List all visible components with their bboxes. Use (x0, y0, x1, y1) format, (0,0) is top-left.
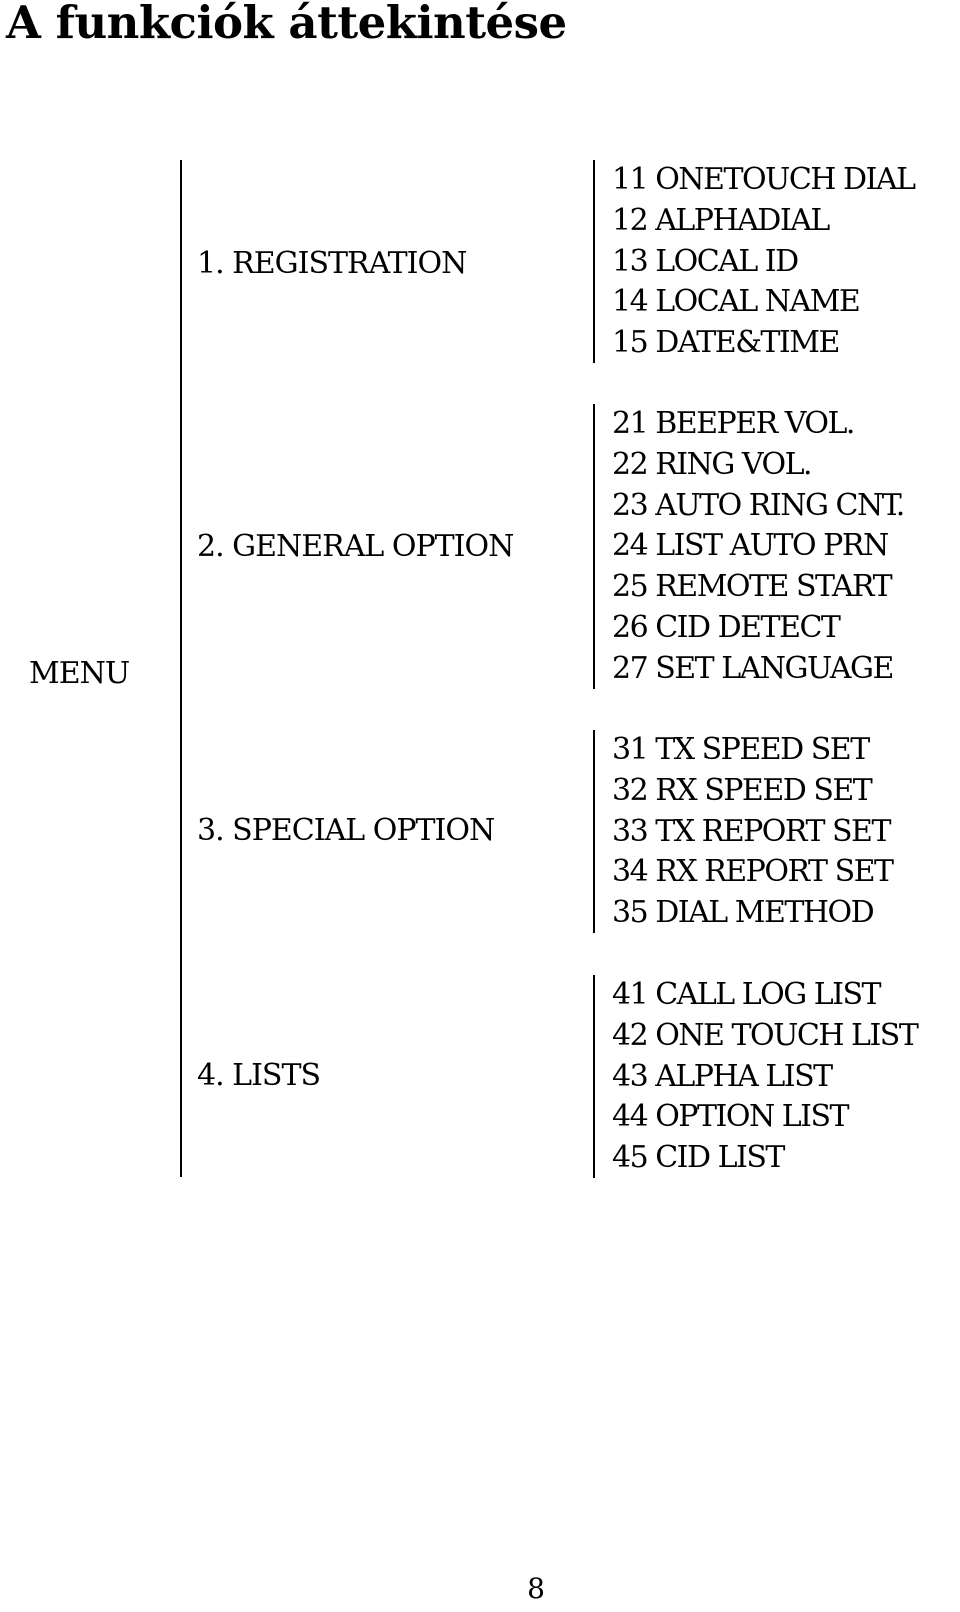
category-special-option-label: 3. SPECIAL OPTION (197, 813, 495, 848)
submenu-item: 26 CID DETECT (612, 609, 840, 645)
submenu-item: 44 OPTION LIST (612, 1099, 849, 1135)
submenu-item: 33 TX REPORT SET (612, 813, 890, 849)
submenu-item: 13 LOCAL ID (612, 243, 798, 279)
submenu-item: 42 ONE TOUCH LIST (612, 1017, 918, 1053)
menu-root-label: MENU (29, 656, 130, 691)
submenu-item: 35 DIAL METHOD (612, 895, 874, 931)
submenu-item: 21 BEEPER VOL. (612, 406, 854, 441)
submenu-item: 34 RX REPORT SET (612, 854, 893, 890)
submenu-item: 15 DATE&TIME (612, 325, 839, 361)
menu-tree-main-connector (180, 160, 182, 1177)
submenu-item: 25 REMOTE START (612, 569, 892, 605)
page-number: 8 (527, 1572, 545, 1605)
submenu-item: 32 RX SPEED SET (612, 772, 872, 808)
submenu-item: 23 AUTO RING CNT. (612, 487, 904, 523)
registration-submenu (612, 160, 914, 364)
submenu-item: 45 CID LIST (612, 1140, 784, 1176)
page-title: A funkciók áttekintése (6, 0, 567, 49)
general-option-connector (593, 404, 595, 689)
submenu-item: 22 RING VOL. (612, 446, 812, 482)
lists-submenu (612, 975, 917, 1179)
category-lists-label: 4. LISTS (197, 1058, 321, 1093)
submenu-item: 31 TX SPEED SET (612, 732, 869, 767)
general-option-submenu (612, 404, 904, 690)
special-option-submenu (612, 730, 893, 934)
submenu-item: 11 ONETOUCH DIAL (612, 162, 915, 197)
category-general-option-label: 2. GENERAL OPTION (197, 529, 514, 564)
lists-connector (593, 975, 595, 1178)
registration-connector (593, 160, 595, 363)
submenu-item: 41 CALL LOG LIST (612, 977, 881, 1012)
special-option-connector (593, 730, 595, 933)
submenu-item: 14 LOCAL NAME (612, 284, 860, 320)
submenu-item: 43 ALPHA LIST (612, 1058, 832, 1094)
category-registration-label: 1. REGISTRATION (197, 246, 467, 281)
submenu-item: 24 LIST AUTO PRN (612, 528, 888, 564)
submenu-item: 12 ALPHADIAL (612, 202, 829, 238)
submenu-item: 27 SET LANGUAGE (612, 650, 893, 686)
